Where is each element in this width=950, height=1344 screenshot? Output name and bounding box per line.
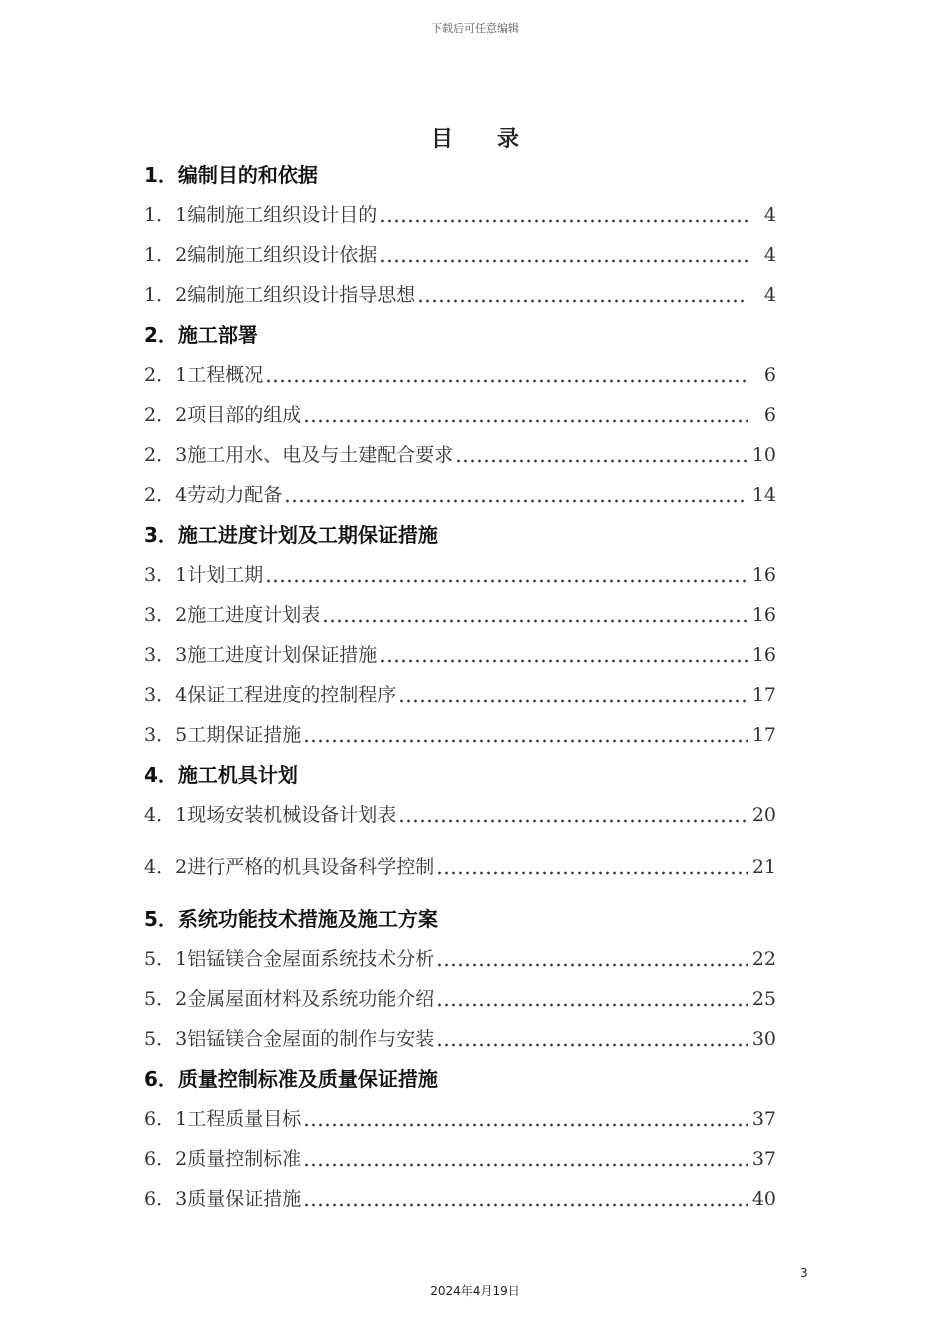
toc-entry[interactable] <box>144 1179 776 1219</box>
toc-entry-page: 4 <box>763 284 776 306</box>
toc-entry[interactable] <box>144 275 776 315</box>
toc-entry-number: 4．2 <box>144 856 188 878</box>
toc-entry[interactable] <box>144 475 776 515</box>
dot-leader <box>303 418 748 424</box>
toc-section-heading[interactable]: 1．编制目的和依据 <box>144 163 318 187</box>
toc-entry-page: 37 <box>751 1148 776 1170</box>
toc-entry-label: 编制施工组织设计目的 <box>187 204 378 226</box>
toc-entry-label: 铝锰镁合金屋面的制作与安装 <box>187 1028 435 1050</box>
toc-entry[interactable] <box>144 555 776 595</box>
toc-entry[interactable] <box>144 435 776 475</box>
toc-entry-label: 金属屋面材料及系统功能介绍 <box>187 988 435 1010</box>
toc-entry[interactable] <box>144 1139 776 1179</box>
toc-entry-label: 质量保证措施 <box>187 1188 302 1210</box>
toc-entry-page: 25 <box>751 988 776 1010</box>
toc-section-heading[interactable]: 6．质量控制标准及质量保证措施 <box>144 1067 438 1091</box>
dot-leader <box>436 1042 748 1048</box>
toc-entry-page: 17 <box>751 684 776 706</box>
toc-entry-number: 2．4 <box>144 484 188 506</box>
toc-entry-number: 2．1 <box>144 364 188 386</box>
toc-entry-label: 项目部的组成 <box>187 404 302 426</box>
dot-leader <box>455 458 748 464</box>
toc-entry-page: 10 <box>751 444 776 466</box>
toc-entry[interactable] <box>144 1099 776 1139</box>
toc-entry-number: 6．3 <box>144 1188 188 1210</box>
toc-entry-page: 16 <box>751 564 776 586</box>
toc-entry-number: 5．2 <box>144 988 188 1010</box>
toc-entry-page: 20 <box>751 804 776 826</box>
toc-entry-label: 施工进度计划表 <box>187 604 321 626</box>
toc-entry-number: 5．3 <box>144 1028 188 1050</box>
page-header: 下载后可任意编辑 <box>431 22 519 35</box>
dot-leader <box>303 1122 748 1128</box>
toc-entry[interactable] <box>144 195 776 235</box>
dot-leader <box>398 698 748 704</box>
toc-entry[interactable] <box>144 675 776 715</box>
toc-entry-label: 进行严格的机具设备科学控制 <box>187 856 435 878</box>
page-number: 3 <box>800 1266 808 1280</box>
toc-entry-label: 编制施工组织设计指导思想 <box>187 284 416 306</box>
table-of-contents <box>144 155 776 1219</box>
toc-entry-page: 6 <box>763 364 776 386</box>
toc-title <box>0 122 950 153</box>
toc-entry-page: 14 <box>751 484 776 506</box>
dot-leader <box>417 298 748 304</box>
toc-entry-number: 2．3 <box>144 444 188 466</box>
dot-leader <box>379 658 748 664</box>
dot-leader <box>398 818 748 824</box>
dot-leader <box>265 378 748 384</box>
toc-title-char-2: 录 <box>497 127 520 152</box>
toc-entry-label: 计划工期 <box>187 564 264 586</box>
toc-entry-label: 劳动力配备 <box>187 484 283 506</box>
toc-entry-label: 施工进度计划保证措施 <box>187 644 378 666</box>
toc-entry-page: 17 <box>751 724 776 746</box>
toc-entry-number: 4．1 <box>144 804 188 826</box>
toc-entry-label: 保证工程进度的控制程序 <box>187 684 397 706</box>
toc-entry[interactable] <box>144 395 776 435</box>
toc-entry-page: 16 <box>751 604 776 626</box>
dot-leader <box>436 870 748 876</box>
toc-entry[interactable] <box>144 635 776 675</box>
toc-section-heading[interactable]: 4．施工机具计划 <box>144 763 298 787</box>
toc-entry-page: 21 <box>751 856 776 878</box>
dot-leader <box>436 1002 748 1008</box>
toc-entry-number: 1．2 <box>144 284 188 306</box>
toc-entry[interactable] <box>144 795 776 835</box>
toc-entry-number: 3．4 <box>144 684 188 706</box>
toc-entry-label: 工程质量目标 <box>187 1108 302 1130</box>
toc-entry-label: 现场安装机械设备计划表 <box>187 804 397 826</box>
toc-entry[interactable] <box>144 715 776 755</box>
toc-entry-label: 工程概况 <box>187 364 264 386</box>
toc-entry[interactable] <box>144 847 776 887</box>
dot-leader <box>303 1202 748 1208</box>
dot-leader <box>303 1162 748 1168</box>
toc-entry[interactable] <box>144 355 776 395</box>
dot-leader <box>284 498 748 504</box>
toc-entry[interactable] <box>144 1019 776 1059</box>
dot-leader <box>379 218 748 224</box>
toc-entry-number: 6．1 <box>144 1108 188 1130</box>
toc-entry-number: 6．2 <box>144 1148 188 1170</box>
toc-entry[interactable] <box>144 235 776 275</box>
toc-entry-label: 编制施工组织设计依据 <box>187 244 378 266</box>
dot-leader <box>322 618 748 624</box>
toc-entry-number: 3．1 <box>144 564 188 586</box>
toc-entry-label: 铝锰镁合金屋面系统技术分析 <box>187 948 435 970</box>
toc-title-char-1: 目 <box>430 127 453 152</box>
toc-section-heading[interactable]: 3．施工进度计划及工期保证措施 <box>144 523 438 547</box>
toc-entry-number: 1．2 <box>144 244 188 266</box>
toc-entry-label: 工期保证措施 <box>187 724 302 746</box>
toc-entry-number: 5．1 <box>144 948 188 970</box>
toc-entry-page: 16 <box>751 644 776 666</box>
toc-entry-page: 4 <box>763 244 776 266</box>
dot-leader <box>265 578 748 584</box>
toc-entry-number: 3．2 <box>144 604 188 626</box>
toc-entry-page: 22 <box>751 948 776 970</box>
toc-entry-page: 40 <box>751 1188 776 1210</box>
toc-entry-number: 3．5 <box>144 724 188 746</box>
toc-entry-label: 质量控制标准 <box>187 1148 302 1170</box>
toc-entry-page: 6 <box>763 404 776 426</box>
toc-entry[interactable] <box>144 979 776 1019</box>
toc-entry-page: 30 <box>751 1028 776 1050</box>
toc-entry[interactable] <box>144 595 776 635</box>
toc-entry-number: 1．1 <box>144 204 188 226</box>
toc-entry-page: 37 <box>751 1108 776 1130</box>
toc-section-heading[interactable]: 2．施工部署 <box>144 323 258 347</box>
toc-entry-number: 3．3 <box>144 644 188 666</box>
toc-entry-number: 2．2 <box>144 404 188 426</box>
toc-section-heading[interactable]: 5．系统功能技术措施及施工方案 <box>144 907 438 931</box>
toc-entry-label: 施工用水、电及与土建配合要求 <box>187 444 454 466</box>
toc-entry[interactable] <box>144 939 776 979</box>
dot-leader <box>379 258 748 264</box>
toc-entry-page: 4 <box>763 204 776 226</box>
dot-leader <box>436 962 748 968</box>
page-footer-date: 2024年4月19日 <box>430 1284 520 1298</box>
dot-leader <box>303 738 748 744</box>
